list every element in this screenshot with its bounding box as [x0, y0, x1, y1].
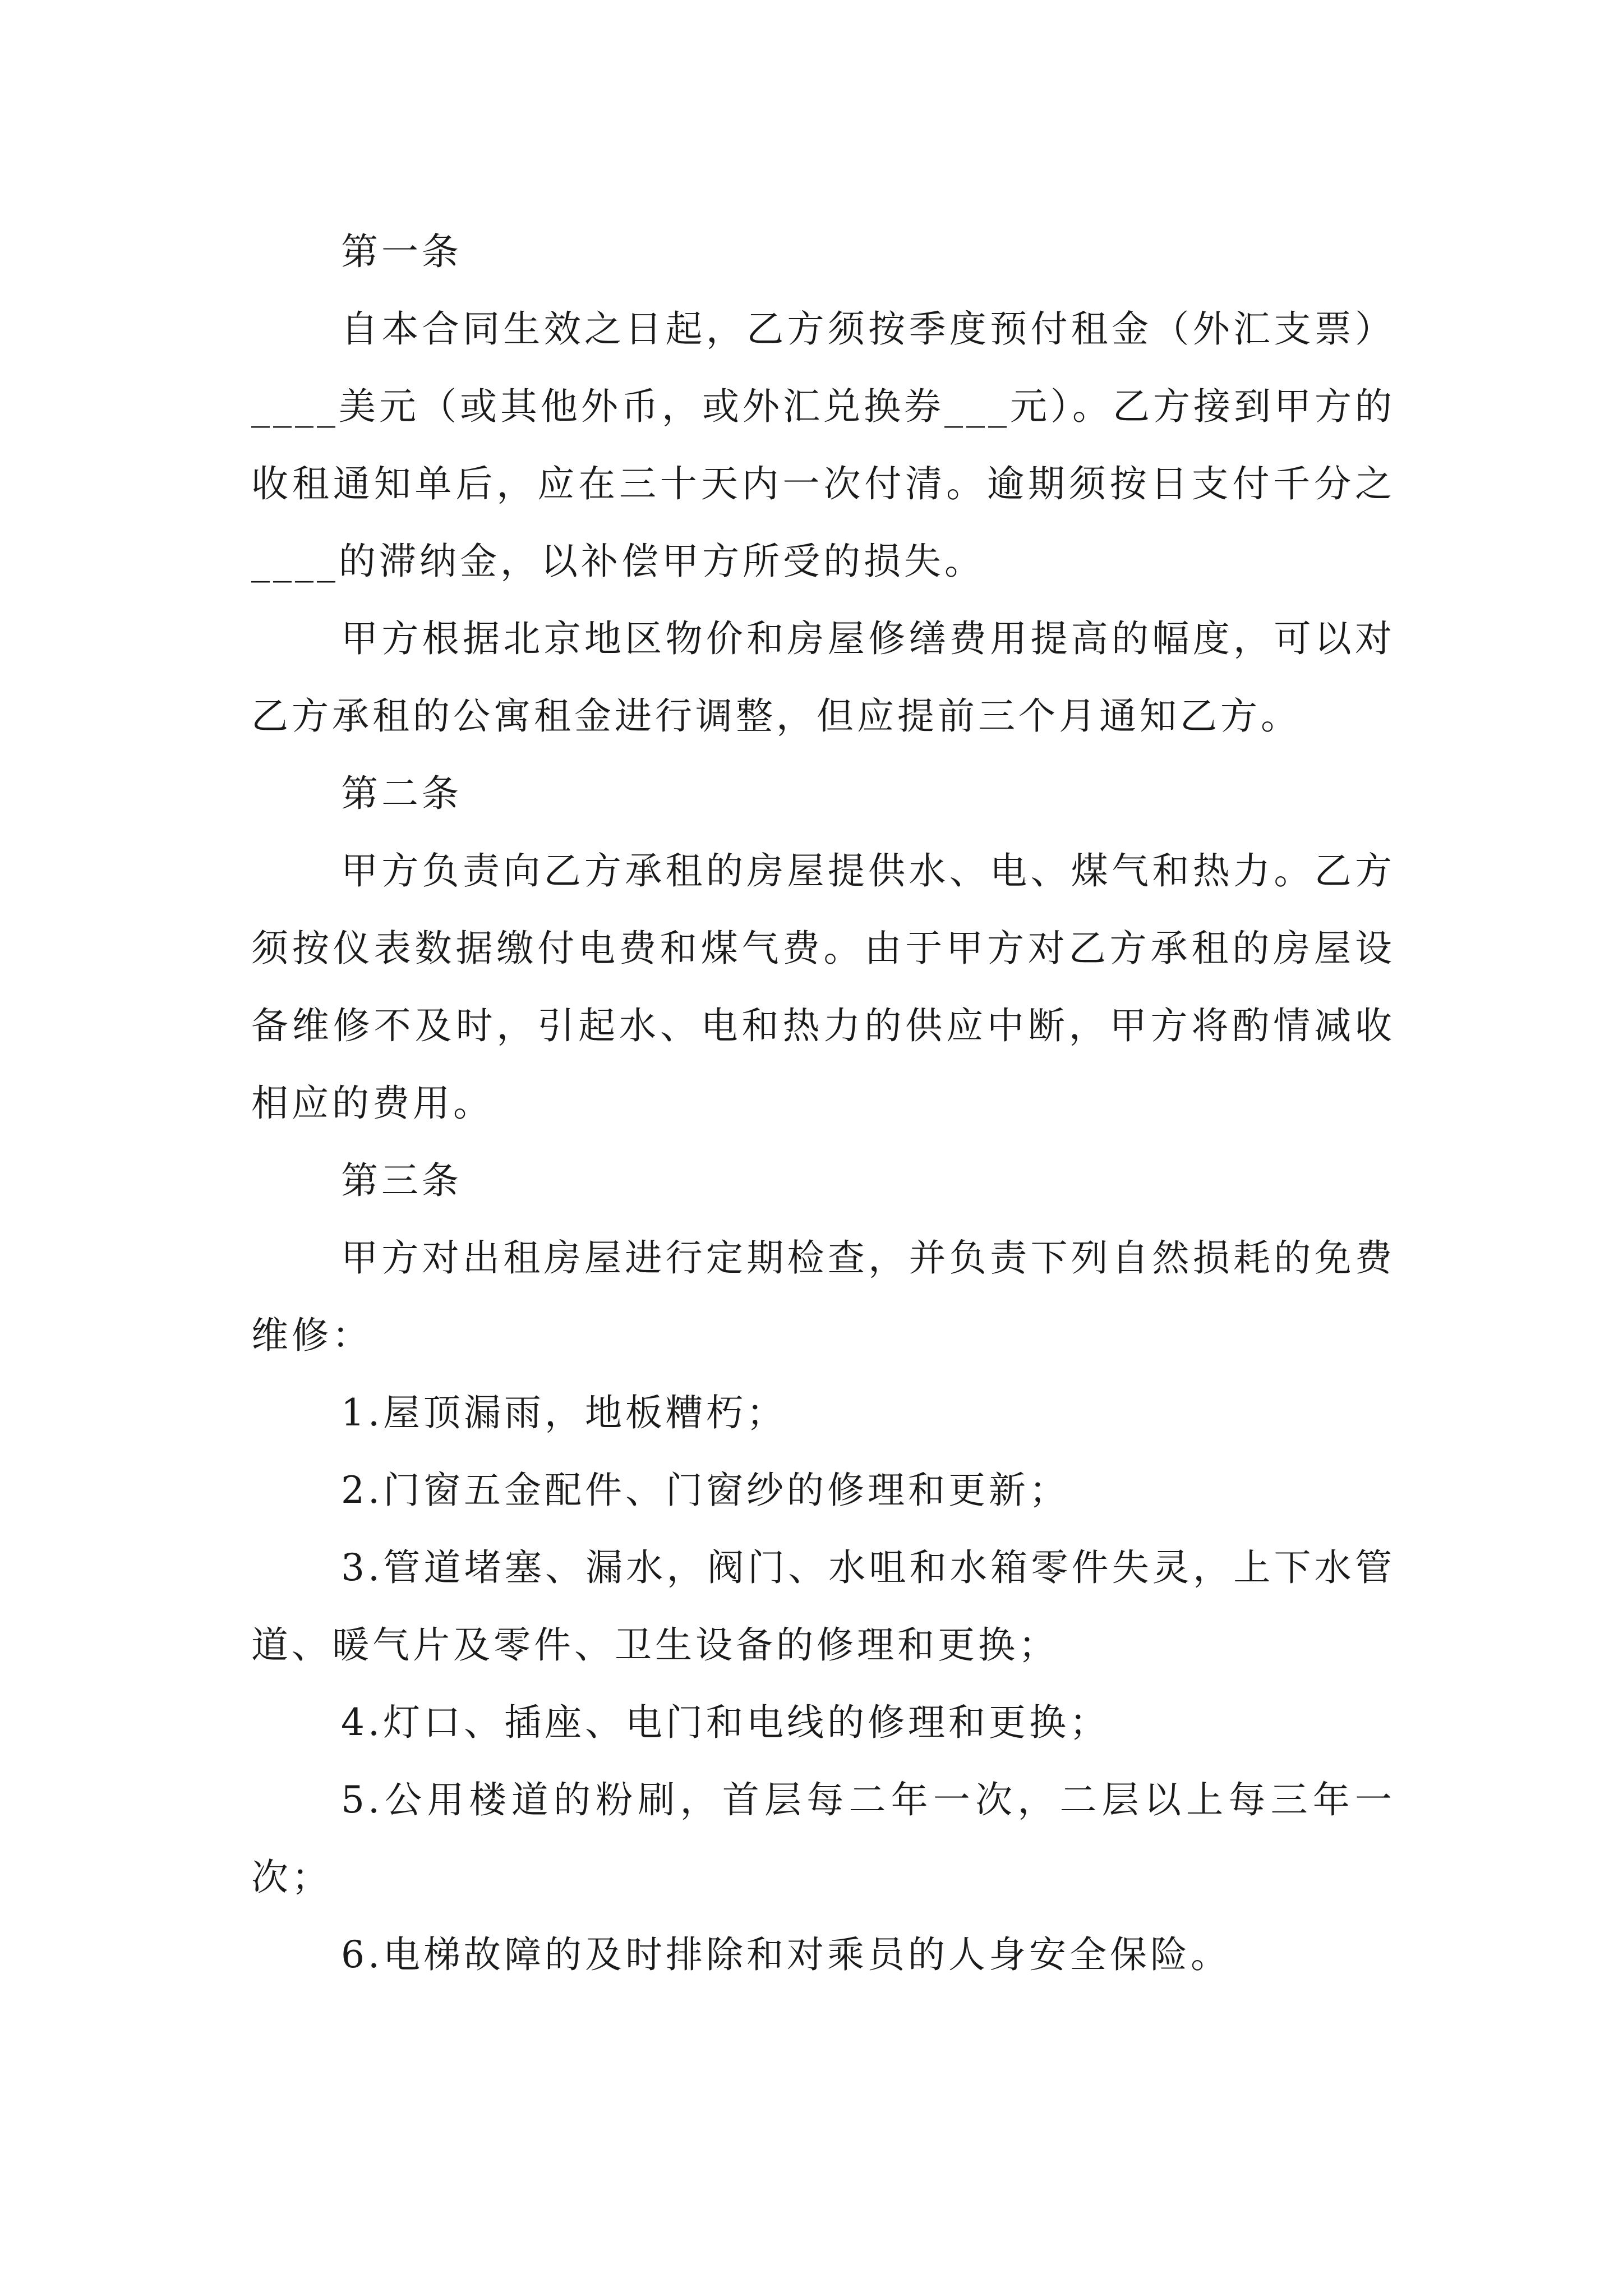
article-3-heading: 第三条: [341, 1159, 462, 1202]
list-item-5: 5.公用楼道的粉刷，首层每二年一次，二层以上每三年一次；: [251, 1778, 1395, 1899]
article-3-paragraph-maintenance: 甲方对出租房屋进行定期检查，并负责下列自然损耗的免费维修：: [251, 1236, 1395, 1357]
list-item-2: 2.门窗五金配件、门窗纱的修理和更新；: [341, 1469, 1069, 1512]
list-item-6: 6.电梯故障的及时排除和对乘员的人身安全保险。: [341, 1933, 1231, 1976]
article-2-paragraph-utilities: 甲方负责向乙方承租的房屋提供水、电、煤气和热力。乙方须按仪表数据缴付电费和煤气费。由于甲方对乙方承租的房屋设备维修不及时，引起水、电和热力的供应中断，甲方将酌情减收相应的费用。: [251, 849, 1395, 1125]
article-1-paragraph-rent-payment: 自本合同生效之日起，乙方须按季度预付租金（外汇支票）____美元（或其他外币，或外汇兑换券___元）。乙方接到甲方的收租通知单后，应在三十天内一次付清。逾期须按日支付千分之____的滞纳金，以补偿甲方所受的损失。: [251, 307, 1395, 583]
list-item-3: 3.管道堵塞、漏水，阀门、水咀和水箱零件失灵，上下水管道、暖气片及零件、卫生设备的修理和更换；: [251, 1546, 1395, 1667]
article-2-heading: 第二条: [341, 772, 462, 815]
article-1-heading: 第一条: [341, 230, 462, 273]
list-item-1: 1.屋顶漏雨，地板糟朽；: [341, 1391, 787, 1434]
list-item-4: 4.灯口、插座、电门和电线的修理和更换；: [341, 1701, 1110, 1744]
article-1-paragraph-rent-adjustment: 甲方根据北京地区物价和房屋修缮费用提高的幅度，可以对乙方承租的公寓租金进行调整，但应提前三个月通知乙方。: [251, 617, 1395, 738]
document-page: [251, 213, 1395, 1994]
